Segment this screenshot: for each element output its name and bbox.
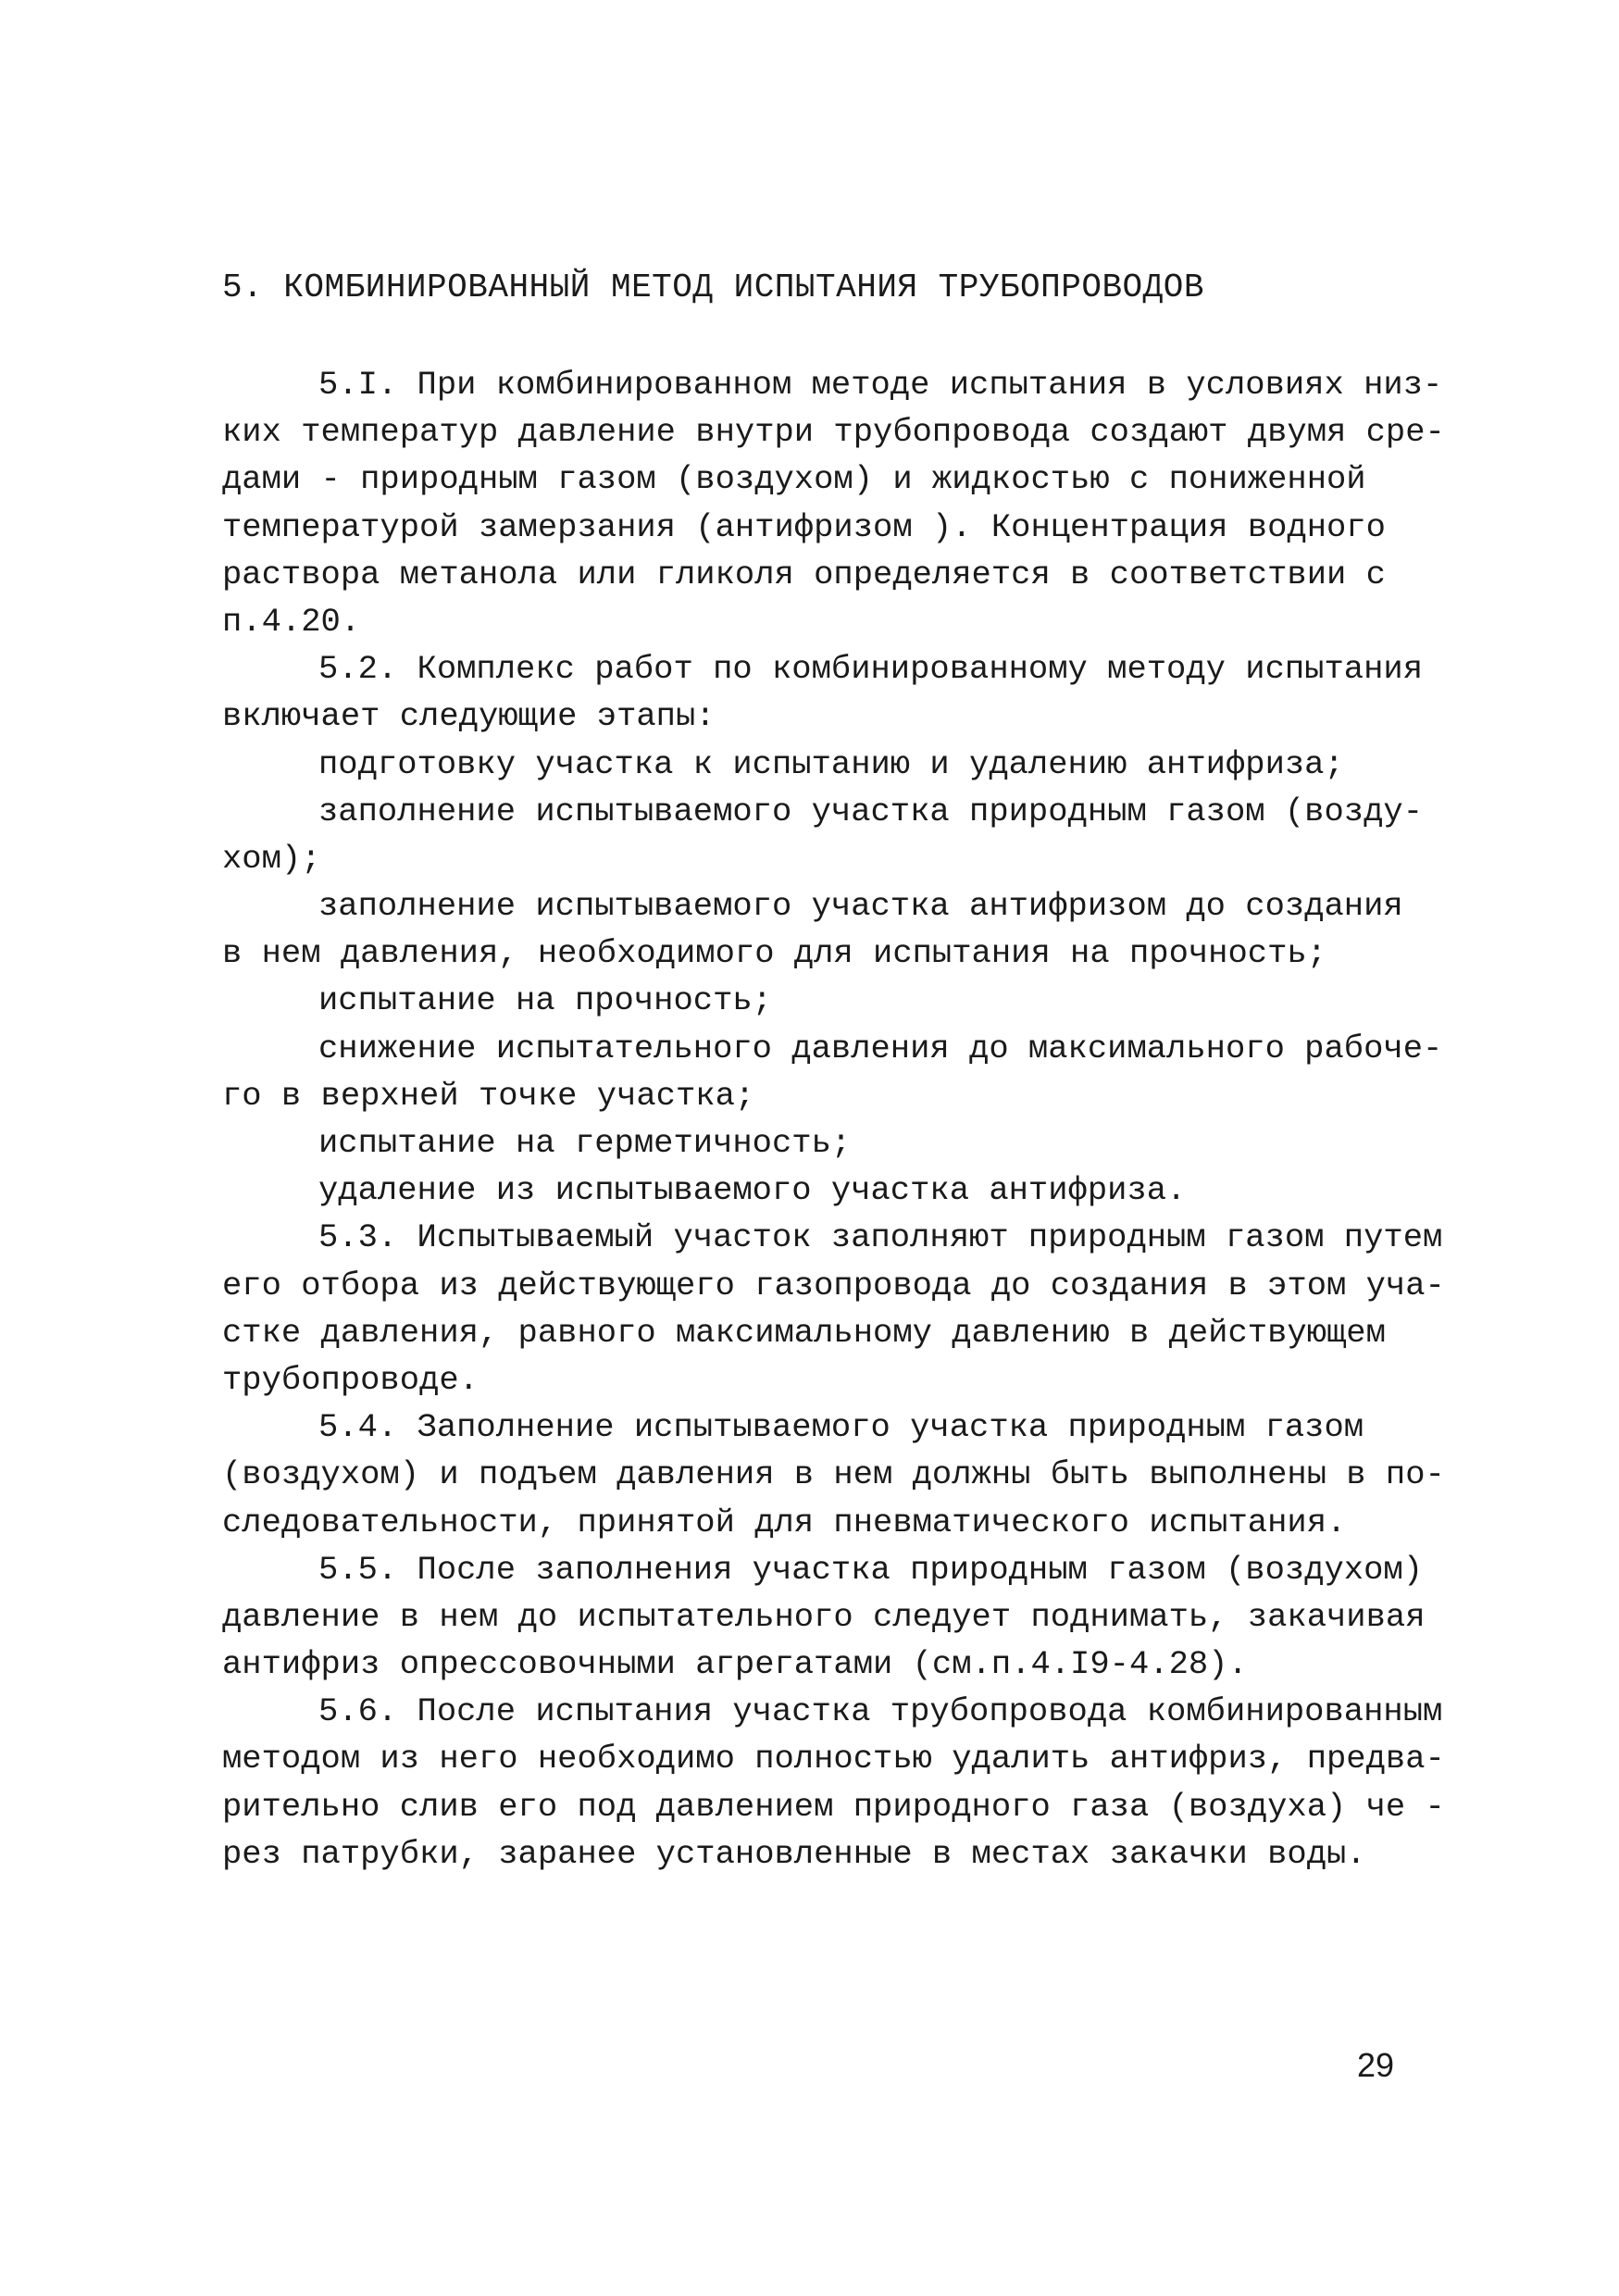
text-line: стке давления, равного максимальному давлению в действующем <box>222 1313 1386 1352</box>
text-line: давление в нем до испытательного следует поднимать, закачивая <box>222 1597 1426 1636</box>
text-line: подготовку участка к испытанию и удалению антифриза; <box>318 744 1344 783</box>
text-line: включает следующие этапы: <box>222 697 716 736</box>
text-line: 5.6. После испытания участка трубопровода комбинированным <box>318 1692 1443 1731</box>
text-line: испытание на прочность; <box>318 981 772 1020</box>
text-line: удаление из испытываемого участка антифриза. <box>318 1171 1187 1210</box>
text-line: его отбора из действующего газопровода до создания в этом уча- <box>222 1266 1445 1304</box>
text-line: хом); <box>222 839 321 878</box>
text-line: трубопроводе. <box>222 1360 479 1399</box>
text-line: ких температур давление внутри трубопровода создают двумя сре- <box>222 413 1445 452</box>
text-line: раствора метанола или гликоля определяется в соответствии с <box>222 555 1386 593</box>
text-line: рез патрубки, заранее установленные в местах закачки воды. <box>222 1834 1366 1873</box>
section-heading: 5. КОМБИНИРОВАННЫЙ МЕТОД ИСПЫТАНИЯ ТРУБОПРОВОДОВ <box>222 268 1204 306</box>
text-line: методом из него необходимо полностью удалить антифриз, предва- <box>222 1740 1445 1778</box>
text-line: п.4.20. <box>222 602 361 641</box>
text-line: следовательности, принятой для пневматического испытания. <box>222 1503 1347 1541</box>
body-text <box>222 361 1445 1878</box>
text-line: испытание на герметичность; <box>318 1124 852 1162</box>
text-line: антифриз опрессовочными агрегатами (см.п.4.I9-4.28). <box>222 1645 1248 1684</box>
text-line: в нем давления, необходимого для испытания на прочность; <box>222 934 1326 973</box>
text-line: 5.4. Заполнение испытываемого участка природным газом <box>318 1408 1364 1447</box>
text-line: (воздухом) и подъем давления в нем должны быть выполнены в по- <box>222 1455 1445 1494</box>
text-line: 5.I. При комбинированном методе испытания в условиях низ- <box>318 366 1443 404</box>
text-line: заполнение испытываемого участка антифризом до создания <box>318 887 1403 926</box>
page-number: 29 <box>1357 2046 1395 2084</box>
text-line: снижение испытательного давления до максимального рабоче- <box>318 1029 1443 1067</box>
text-line: температурой замерзания (антифризом ). Концентрация водного <box>222 507 1386 546</box>
text-line: 5.2. Комплекс работ по комбинированному методу испытания <box>318 650 1423 689</box>
text-line: го в верхней точке участка; <box>222 1076 755 1115</box>
text-line: рительно слив его под давлением природного газа (воздуха) че - <box>222 1787 1445 1826</box>
text-line: 5.3. Испытываемый участок заполняют природным газом путем <box>318 1218 1443 1257</box>
text-line: 5.5. После заполнения участка природным газом (воздухом) <box>318 1550 1423 1589</box>
text-line: заполнение испытываемого участка природным газом (возду- <box>318 792 1423 830</box>
text-line: дами - природным газом (воздухом) и жидкостью с пониженной <box>222 460 1366 499</box>
